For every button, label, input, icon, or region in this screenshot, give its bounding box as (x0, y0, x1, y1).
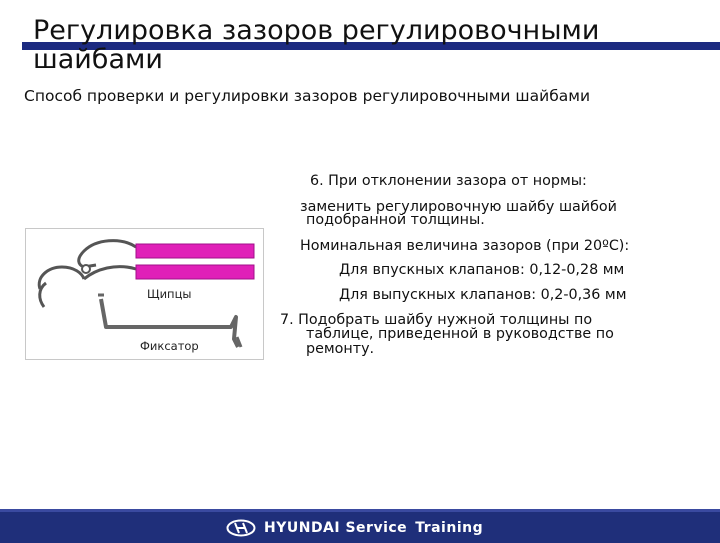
brand-training: Training (415, 520, 484, 536)
step6-header: 6. При отклонении зазора от нормы: (310, 173, 587, 189)
intake-clearance: Для впускных клапанов: 0,12-0,28 мм (339, 262, 625, 278)
pliers-pivot (82, 265, 90, 273)
hyundai-logo-icon (226, 519, 256, 537)
step6-line1: заменить регулировочную шайбу шайбой (300, 199, 617, 215)
pliers-jaw (79, 241, 136, 267)
fixer-label: Фиксатор (140, 339, 199, 353)
pliers-label: Щипцы (147, 287, 192, 301)
step7-line1: 7. Подобрать шайбу нужной толщины по (280, 312, 593, 328)
slide-subtitle: Способ проверки и регулировки зазоров регулировочными шайбами (24, 87, 591, 105)
brand-name: HYUNDAI Service (264, 520, 408, 536)
slide-title: Регулировка зазоров регулировочными шайбами (33, 15, 600, 75)
step7-line3: ремонту. (306, 341, 375, 357)
tool-illustration (25, 228, 264, 360)
step6-line2: подобранной толщины. (306, 212, 485, 228)
nominal-clearance: Номинальная величина зазоров (при 20ºC): (300, 238, 630, 254)
exhaust-clearance: Для выпускных клапанов: 0,2-0,36 мм (339, 287, 627, 303)
footer-bar (0, 509, 720, 543)
step7-line2: таблице, приведенной в руководстве по (306, 326, 614, 342)
pliers-handle-top (136, 244, 254, 258)
pliers-handle-bottom (136, 265, 254, 279)
footer-brand (226, 517, 483, 539)
